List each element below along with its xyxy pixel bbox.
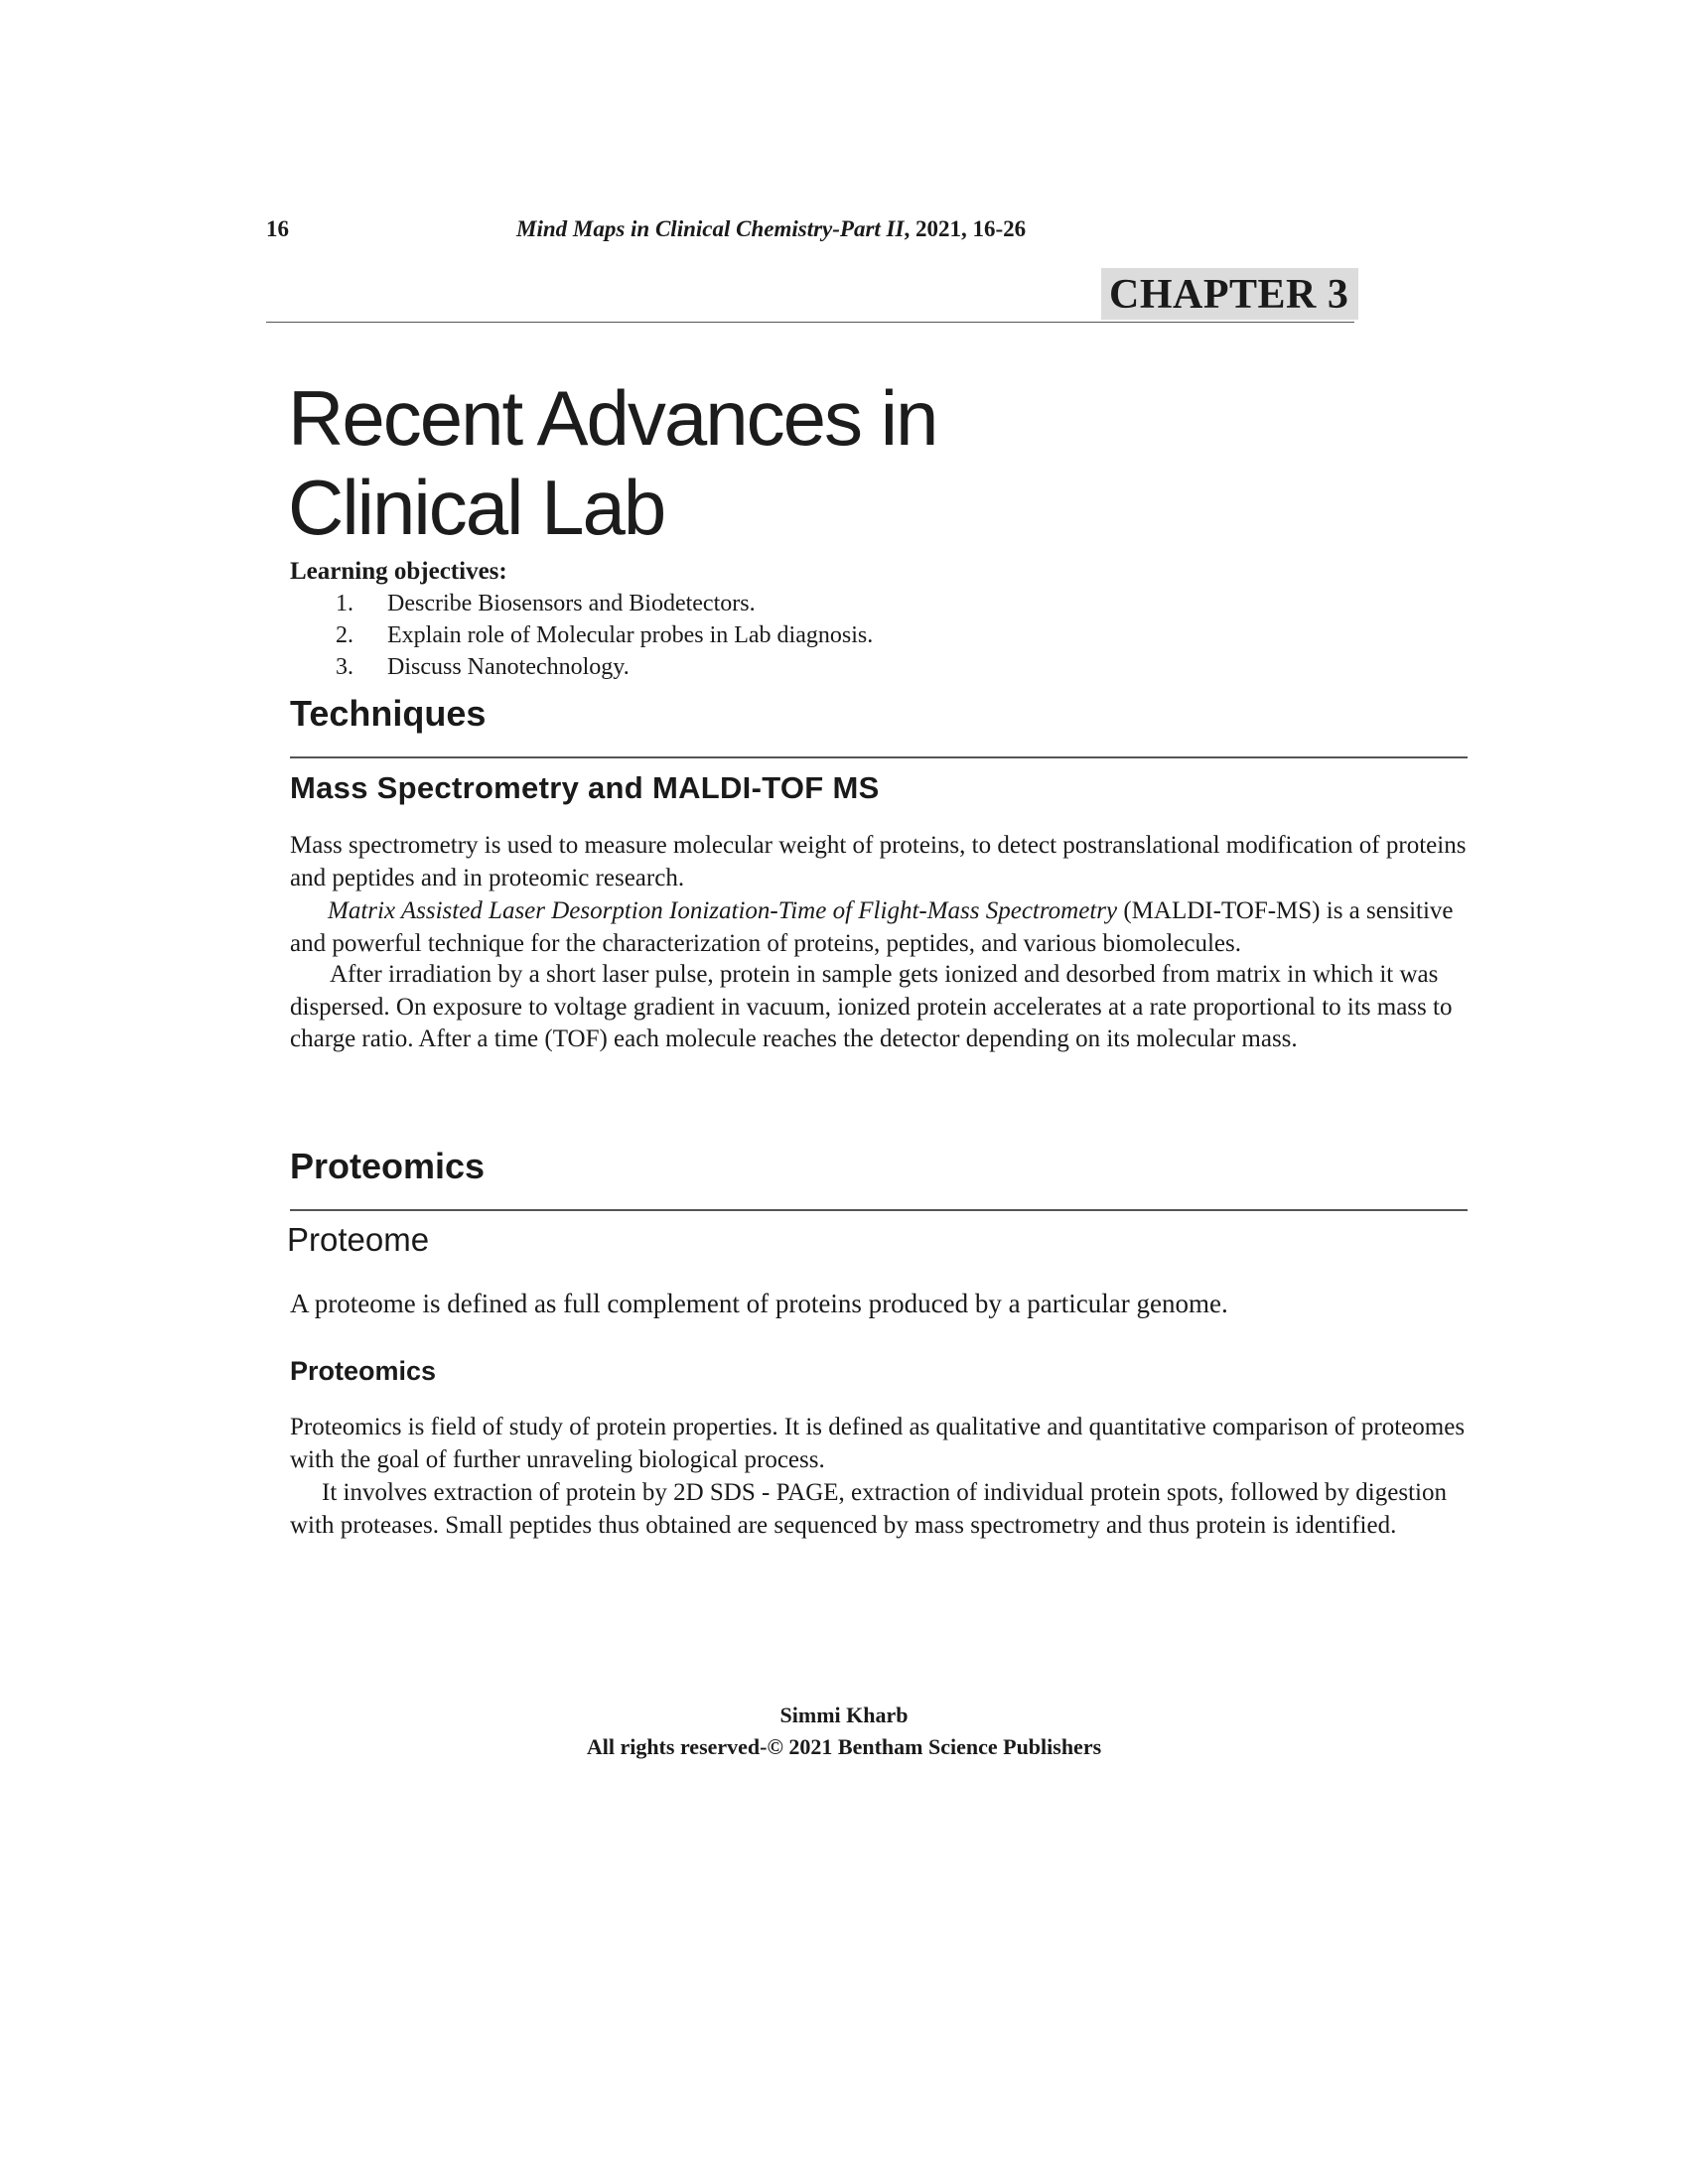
objective-number: 3. xyxy=(336,654,353,680)
subsection-heading-proteomics: Proteomics xyxy=(290,1356,437,1386)
paragraph-mass-spectrometry: Mass spectrometry is used to measure molecular weight of proteins, to detect postranslational modification of proteins and peptides and in proteomic research. xyxy=(290,832,1467,891)
paragraph-maldi-tof xyxy=(290,895,1481,960)
subsection-heading-mass-spectrometry: Mass Spectrometry and MALDI-TOF MS xyxy=(290,770,880,805)
page-number: 16 xyxy=(266,216,289,241)
objective-item xyxy=(290,588,1184,619)
journal-citation xyxy=(516,216,1026,242)
journal-title: Mind Maps in Clinical Chemistry-Part II xyxy=(516,216,905,241)
objective-number: 2. xyxy=(336,622,353,648)
section-heading-techniques: Techniques xyxy=(290,693,487,734)
maldi-description: (MALDI-TOF-MS) is a sensitive and powerful technique for the characterization of proteins, peptides, and various biomolecules. xyxy=(290,897,1454,957)
section-divider xyxy=(290,756,1468,758)
objective-text: Explain role of Molecular probes in Lab diagnosis. xyxy=(387,622,874,648)
footer-copyright: All rights reserved-© 2021 Bentham Science Publishers xyxy=(586,1734,1102,1759)
objective-item xyxy=(290,651,1184,683)
maldi-full-name: Matrix Assisted Laser Desorption Ionization-Time of Flight-Mass Spectrometry xyxy=(328,897,1118,924)
chapter-title-line-1: Recent Advances in xyxy=(288,374,937,462)
objective-number: 1. xyxy=(336,591,353,616)
page-footer xyxy=(0,1700,1688,1763)
objective-item xyxy=(290,619,1184,651)
running-head xyxy=(266,216,1358,252)
footer-author: Simmi Kharb xyxy=(779,1703,909,1727)
objective-text: Describe Biosensors and Biodetectors. xyxy=(387,591,756,616)
paragraph-proteomics-definition: Proteomics is field of study of protein properties. It is defined as qualitative and quantitative comparison of proteomes with the goal of further unraveling biological process. xyxy=(290,1414,1466,1473)
paragraph-proteome-definition: A proteome is defined as full complement of proteins produced by a particular genome. xyxy=(290,1289,1228,1318)
header-divider xyxy=(266,322,1354,323)
chapter-label: CHAPTER 3 xyxy=(1101,268,1358,320)
section-divider xyxy=(290,1209,1468,1211)
learning-objectives-list xyxy=(290,588,1184,683)
learning-objectives-heading: Learning objectives: xyxy=(290,558,507,585)
paragraph-laser-irradiation: After irradiation by a short laser pulse, protein in sample gets ionized and desorbed from matrix in which it was dispersed. On exposure to voltage gradient in vacuum, ionized protein accelerates at a rate proportional to its mass to charge ratio. After a time (TOF) each molecule reaches the detector depending on its molecular mass. xyxy=(290,961,1453,1052)
subsection-heading-proteome: Proteome xyxy=(287,1221,430,1258)
journal-year-pages: , 2021, 16-26 xyxy=(904,216,1027,241)
section-heading-proteomics: Proteomics xyxy=(290,1146,486,1186)
chapter-title xyxy=(288,373,1182,552)
paragraph-proteomics-method: It involves extraction of protein by 2D SDS - PAGE, extraction of individual protein spots, followed by digestion with proteases. Small peptides thus obtained are sequenced by mass spectrometry and thus protein is identified. xyxy=(290,1479,1447,1539)
objective-text: Discuss Nanotechnology. xyxy=(387,654,630,680)
chapter-title-line-2: Clinical Lab xyxy=(288,464,665,551)
